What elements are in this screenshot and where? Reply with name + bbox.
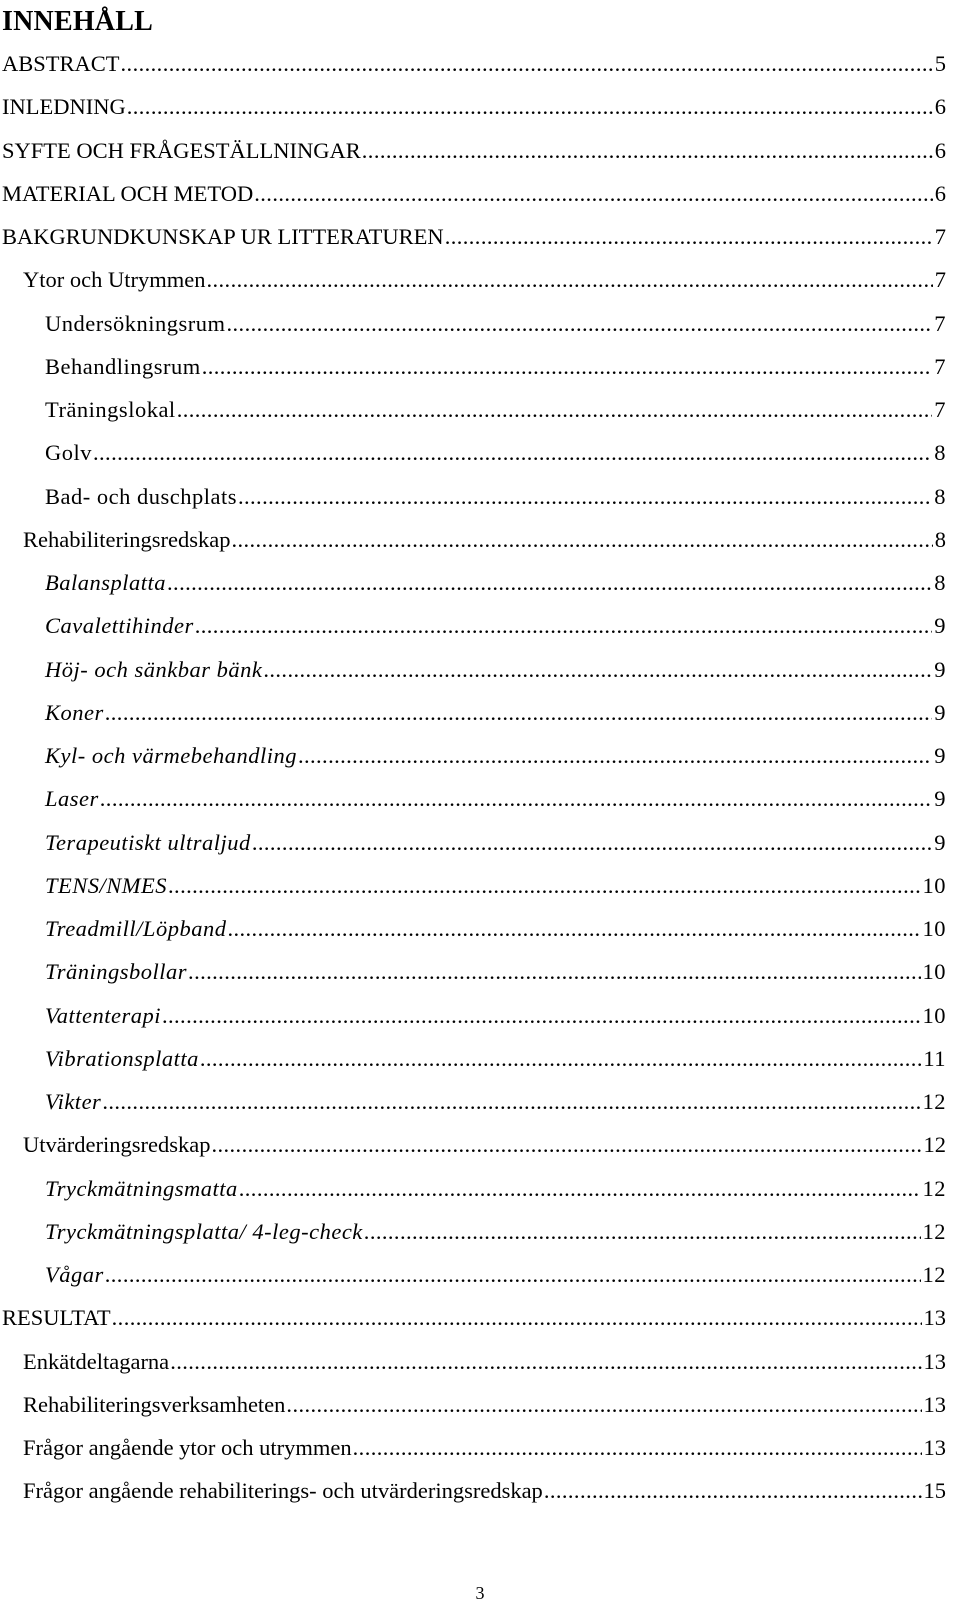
toc-entry[interactable]: [0, 1345, 960, 1388]
toc-entry[interactable]: [0, 220, 960, 263]
toc-entry[interactable]: [0, 307, 960, 350]
toc-entry[interactable]: [0, 999, 960, 1042]
toc-entry-label: Cavalettihinder: [45, 613, 194, 639]
dot-leader: [195, 611, 933, 641]
toc-entry-page: 13: [923, 1348, 946, 1374]
toc-entry[interactable]: [0, 1388, 960, 1431]
toc-entry-page: 9: [934, 743, 946, 768]
toc-entry[interactable]: [0, 912, 960, 955]
toc-entry[interactable]: [0, 826, 960, 869]
dot-leader: [162, 1001, 921, 1031]
toc-entry[interactable]: [0, 480, 960, 523]
toc-entry[interactable]: [0, 90, 960, 133]
dot-leader: [353, 1433, 922, 1463]
toc-entry-page: 8: [934, 483, 946, 509]
toc-entry[interactable]: [0, 1128, 960, 1171]
dot-leader: [100, 784, 932, 814]
toc-entry-label: Vågar: [45, 1262, 104, 1287]
toc-entry[interactable]: [0, 739, 960, 782]
dot-leader: [127, 92, 933, 122]
toc-entry-page: 15: [923, 1478, 946, 1504]
dot-leader: [105, 698, 933, 728]
toc-entry-label: Undersökningsrum: [45, 310, 226, 336]
toc-entry[interactable]: [0, 134, 960, 177]
toc-entry-page: 10: [922, 872, 946, 898]
toc-entry[interactable]: [0, 1172, 960, 1215]
toc-entry-label: INLEDNING: [2, 94, 126, 120]
toc-entry-label: Bad- och duschplats: [45, 483, 237, 509]
toc-entry-label: Utvärderingsredskap: [23, 1132, 211, 1158]
toc-entry-label: RESULTAT: [2, 1305, 111, 1331]
toc-entry-label: Vattenterapi: [45, 1002, 161, 1028]
toc-entry-page: 11: [923, 1045, 946, 1071]
toc-entry-label: Vibrationsplatta: [45, 1045, 199, 1071]
toc-entry-label: Laser: [45, 786, 99, 812]
toc-entry-page: 13: [923, 1435, 946, 1460]
toc-entry[interactable]: [0, 436, 960, 479]
toc-entry-label: Rehabiliteringsredskap: [23, 526, 231, 552]
dot-leader: [239, 1174, 921, 1204]
dot-leader: [231, 525, 932, 555]
dot-leader: [177, 395, 933, 425]
toc-entry-page: 7: [934, 310, 946, 336]
dot-leader: [252, 828, 932, 858]
toc-entry-label: ABSTRACT: [2, 51, 120, 76]
dot-leader: [445, 222, 933, 252]
dot-leader: [102, 1087, 920, 1117]
toc-entry-page: 10: [922, 959, 946, 985]
toc-entry-label: TENS/NMES: [45, 872, 168, 898]
toc-entry[interactable]: [0, 350, 960, 393]
dot-leader: [544, 1476, 922, 1506]
toc-entry-page: 13: [923, 1305, 946, 1331]
toc-entry[interactable]: [0, 47, 960, 90]
toc-entry-page: 6: [934, 180, 946, 206]
toc-entry-label: MATERIAL OCH METOD: [2, 180, 254, 206]
toc-entry-label: Träningsbollar: [45, 959, 188, 985]
toc-entry-page: 8: [934, 440, 946, 466]
toc-entry-page: 13: [923, 1391, 946, 1417]
toc-entry-label: BAKGRUNDKUNSKAP UR LITTERATUREN: [2, 224, 444, 249]
toc-entry-page: 10: [922, 916, 946, 941]
toc-entry[interactable]: [0, 955, 960, 998]
page-number: 3: [475, 1583, 485, 1603]
toc-entry-label: Höj- och sänkbar bänk: [45, 656, 263, 682]
page-title: INNEHÅLL: [2, 6, 153, 37]
dot-leader: [227, 309, 933, 339]
toc-entry-page: 12: [923, 1132, 946, 1158]
dot-leader: [298, 741, 932, 771]
toc-entry[interactable]: [0, 1085, 960, 1128]
toc-entry-page: 9: [934, 656, 946, 682]
dot-leader: [121, 49, 933, 79]
toc-entry-page: 12: [922, 1262, 946, 1287]
toc-entry[interactable]: [0, 1301, 960, 1344]
toc-entry-page: 9: [934, 786, 946, 812]
toc-entry-page: 12: [922, 1089, 946, 1114]
toc-entry-page: 9: [934, 829, 946, 855]
toc-entry-label: Kyl- och värmebehandling: [45, 743, 297, 768]
dot-leader: [364, 1217, 921, 1247]
dot-leader: [170, 1347, 921, 1377]
toc-entry-page: 8: [934, 570, 946, 595]
toc-entry-label: Terapeutiskt ultraljud: [45, 829, 251, 855]
toc-entry-label: Tryckmätningsplatta/ 4-leg-check: [45, 1218, 363, 1244]
dot-leader: [254, 179, 933, 209]
dot-leader: [286, 1390, 921, 1420]
toc-entry-page: 7: [934, 224, 946, 249]
toc-entry-page: 7: [934, 397, 946, 422]
toc-entry-page: 10: [922, 1002, 946, 1028]
toc-entry[interactable]: [0, 696, 960, 739]
toc-entry[interactable]: [0, 609, 960, 652]
dot-leader: [238, 482, 932, 512]
toc-entry-page: 5: [934, 51, 946, 76]
toc-entry-label: Träningslokal: [45, 397, 176, 422]
toc-entry-page: 12: [922, 1218, 946, 1244]
toc-entry[interactable]: [0, 177, 960, 220]
dot-leader: [202, 352, 933, 382]
toc-entry[interactable]: [0, 393, 960, 436]
toc-entry-label: Behandlingsrum: [45, 353, 201, 379]
toc-entry-page: 8: [934, 526, 946, 552]
dot-leader: [188, 957, 920, 987]
toc-entry-page: 6: [934, 94, 946, 120]
toc-entry-label: Tryckmätningsmatta: [45, 1175, 238, 1201]
toc-entry[interactable]: [0, 523, 960, 566]
dot-leader: [167, 568, 932, 598]
toc-entry-label: Balansplatta: [45, 570, 167, 595]
toc-entry-label: Vikter: [45, 1089, 102, 1114]
toc-entry-label: Treadmill/Löpband: [45, 916, 227, 941]
toc-entry[interactable]: [0, 1042, 960, 1085]
toc-entry-label: Ytor och Utrymmen: [23, 267, 206, 293]
dot-leader: [362, 136, 933, 166]
toc-entry-label: Golv: [45, 440, 92, 466]
toc-entry[interactable]: [0, 653, 960, 696]
dot-leader: [211, 1130, 921, 1160]
dot-leader: [93, 438, 932, 468]
toc-entry[interactable]: [0, 1474, 960, 1517]
toc-entry-label: Rehabiliteringsverksamheten: [23, 1391, 286, 1417]
toc-entry-label: Frågor angående ytor och utrymmen: [23, 1435, 352, 1460]
dot-leader: [227, 914, 920, 944]
toc-entry[interactable]: [0, 1258, 960, 1301]
toc-entry[interactable]: [0, 1431, 960, 1474]
dot-leader: [200, 1044, 921, 1074]
dot-leader: [105, 1260, 921, 1290]
toc-entry-page: 12: [922, 1175, 946, 1201]
toc-entry-page: 7: [934, 353, 946, 379]
toc-entry[interactable]: [0, 869, 960, 912]
toc-entry[interactable]: [0, 1215, 960, 1258]
dot-leader: [206, 265, 932, 295]
toc-entry-page: 6: [934, 137, 946, 163]
dot-leader: [168, 871, 920, 901]
toc-entry[interactable]: [0, 782, 960, 825]
toc-entry-label: SYFTE OCH FRÅGESTÄLLNINGAR: [2, 137, 361, 163]
toc-entry-label: Frågor angående rehabiliterings- och utvärderingsredskap: [23, 1478, 543, 1504]
toc-entry-page: 7: [934, 267, 946, 293]
table-of-contents: [0, 47, 960, 1518]
toc-entry[interactable]: [0, 263, 960, 306]
toc-entry-label: Koner: [45, 699, 104, 725]
toc-entry[interactable]: [0, 566, 960, 609]
dot-leader: [112, 1303, 922, 1333]
dot-leader: [263, 655, 932, 685]
toc-entry-page: 9: [934, 613, 946, 639]
toc-entry-page: 9: [934, 699, 946, 725]
toc-entry-label: Enkätdeltagarna: [23, 1348, 170, 1374]
